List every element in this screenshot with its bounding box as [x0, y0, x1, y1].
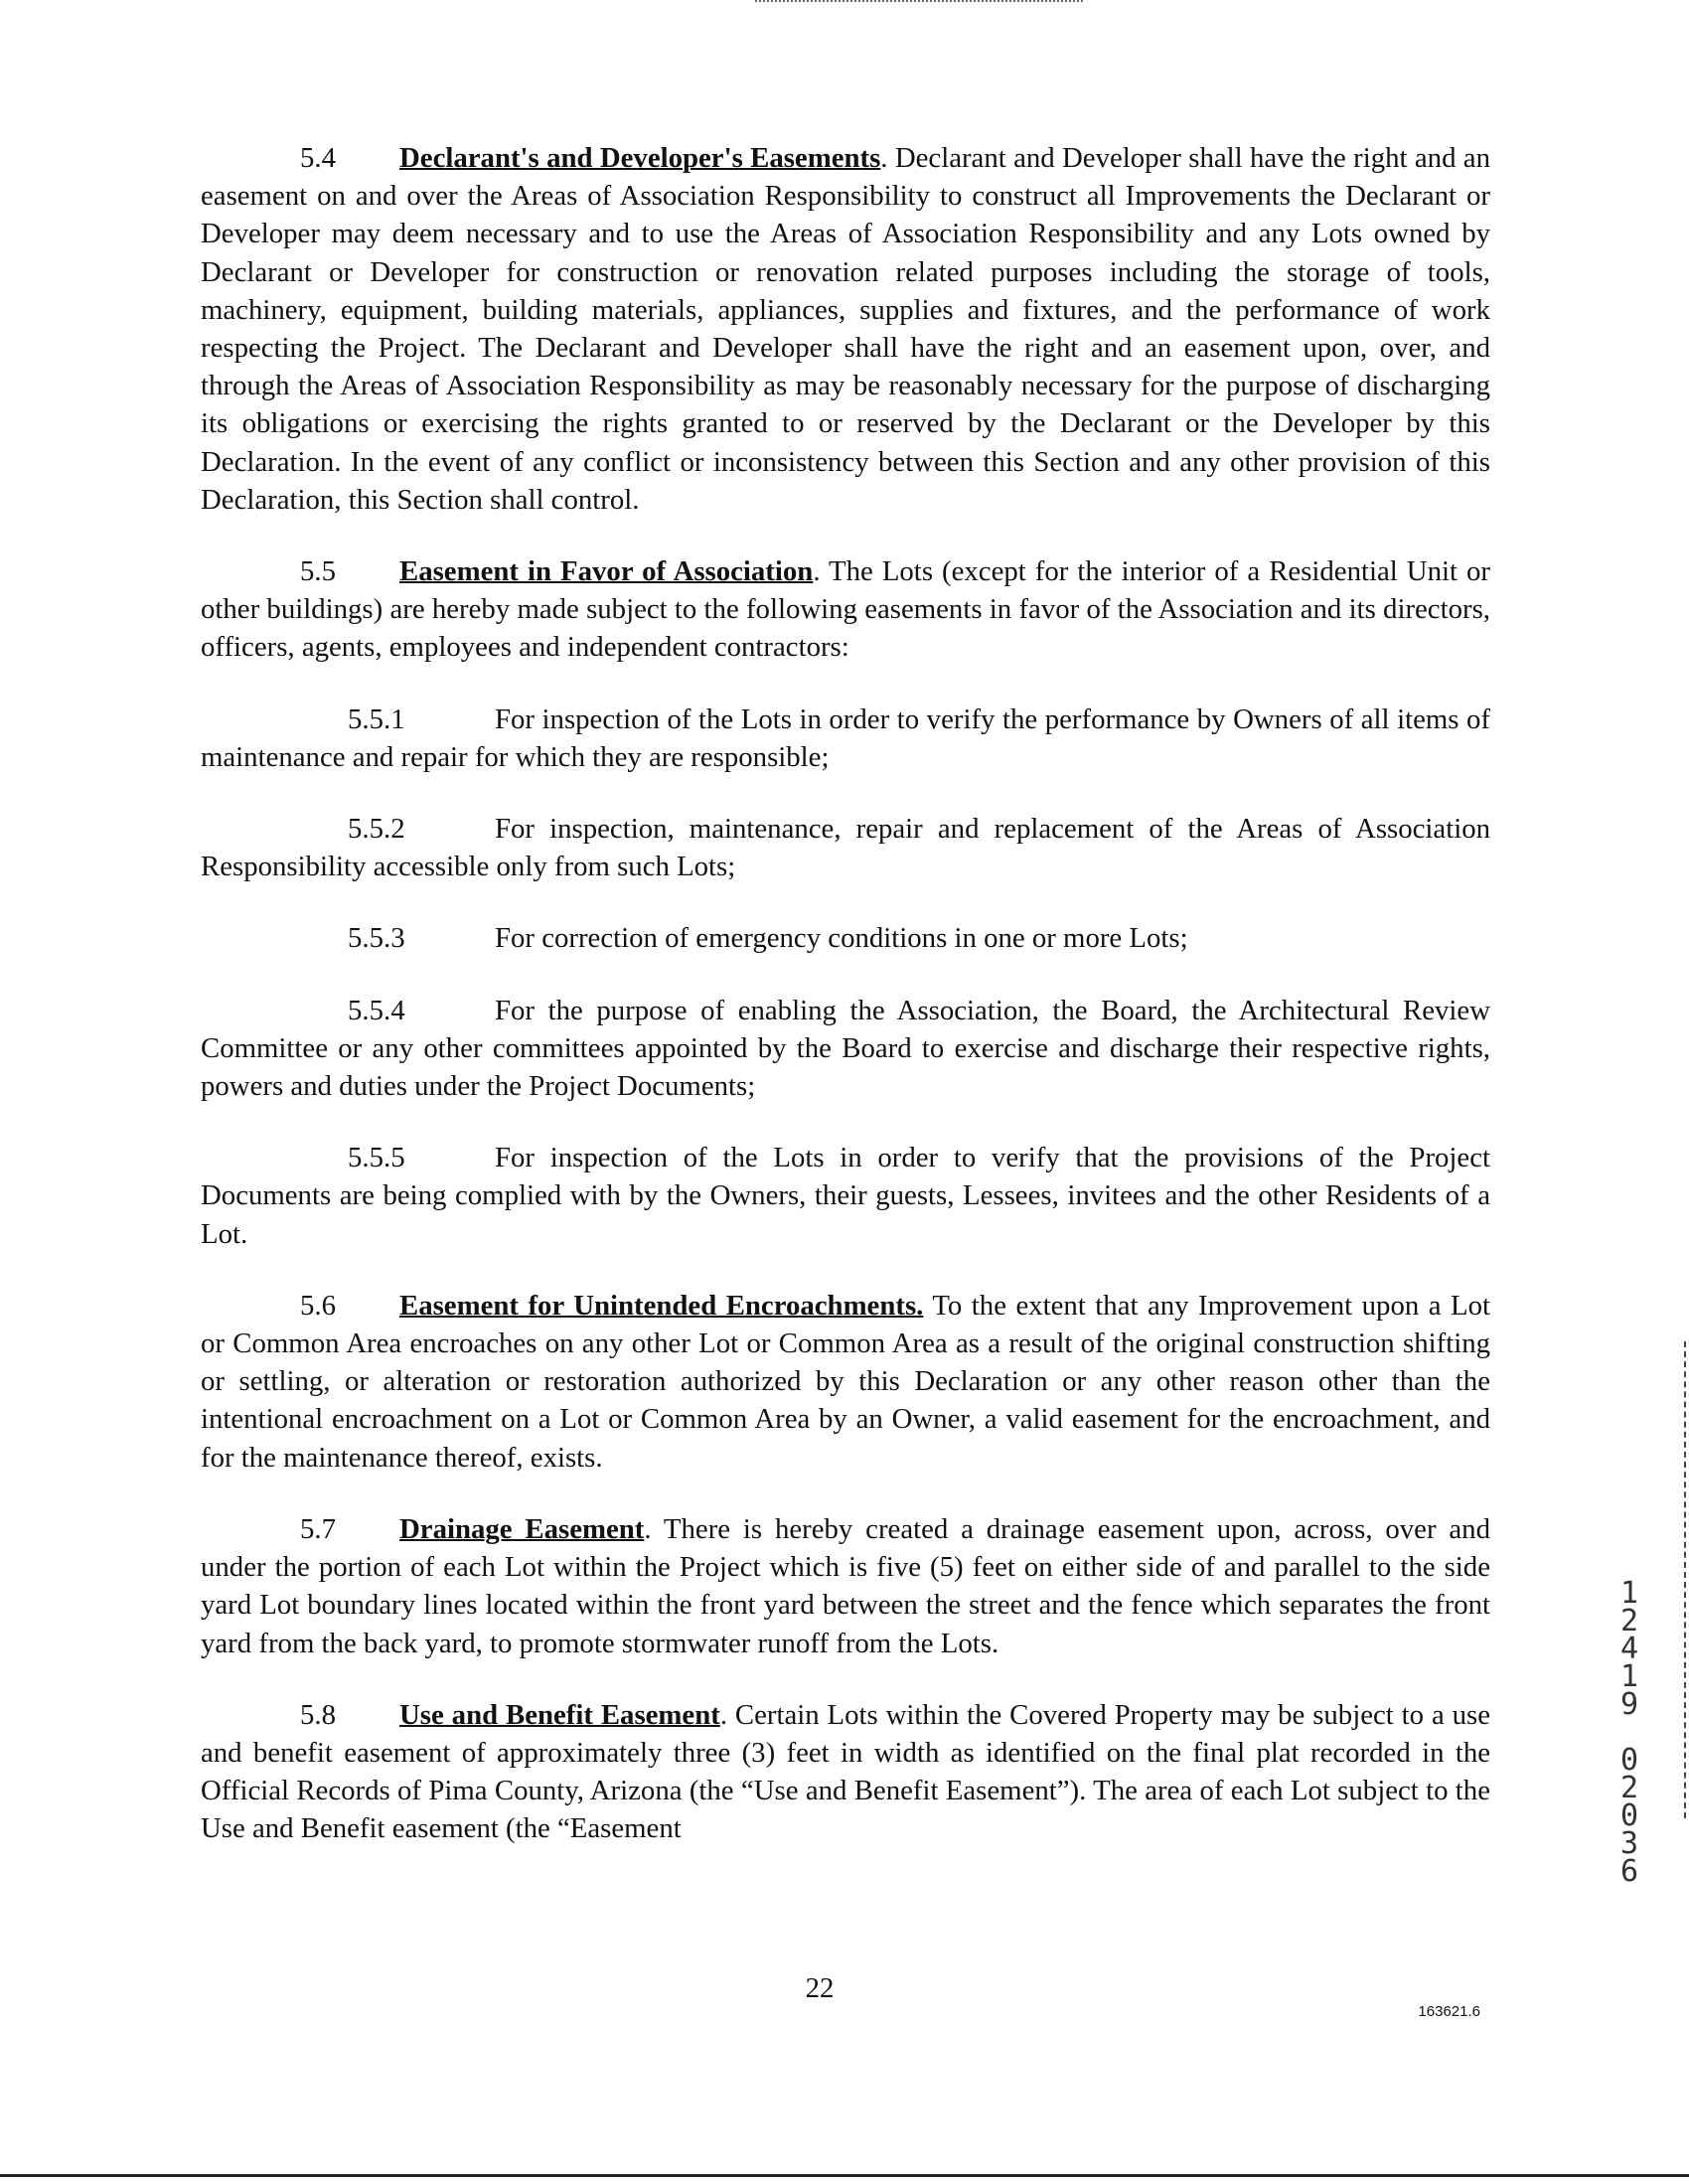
stamp-digit: 1: [1619, 1576, 1639, 1611]
section-heading: Easement in Favor of Association: [399, 555, 814, 588]
stamp-digit: 6: [1619, 1854, 1639, 1889]
subsection-text: For correction of emergency conditions in one or more Lots;: [495, 922, 1188, 955]
subsection-5-5-5: [201, 1139, 1490, 1253]
recording-stamp: [1610, 1576, 1649, 1889]
subsection-text: For the purpose of enabling the Association, the Board, the Architectural Review Committee or any other committees appointed by the Board to exercise and discharge their respective rights, powers and duties under the Project Documents;: [201, 994, 1490, 1103]
section-text: . There is hereby created a drainage easement upon, across, over and under the portion of each Lot within the Project which is five (5) feet on either side of and parallel to the side yard Lot boundary lines located within the front yard between the street and the fence which separates the front yard from the back yard, to promote stormwater runoff from the Lots.: [201, 1512, 1490, 1659]
subsection-5-5-3: [201, 919, 1490, 957]
stamp-digit: 1: [1619, 1659, 1639, 1694]
margin-scan-mark: [1684, 1341, 1686, 1818]
section-heading: Use and Benefit Easement: [399, 1698, 720, 1731]
subsection-number: 5.5.2: [348, 813, 405, 846]
section-5-5: [201, 552, 1490, 667]
stamp-digit: 0: [1619, 1743, 1639, 1778]
stamp-digit: 3: [1619, 1826, 1639, 1861]
subsection-5-5-2: [201, 810, 1490, 885]
top-scan-mark: [755, 0, 1083, 5]
section-text: . Certain Lots within the Covered Property may be subject to a use and benefit easement of approximately three (3) feet in width as identified on the final plat recorded in the Official Records of Pima County, Arizona (the “Use and Benefit Easement”). The area of each Lot subject to the Use and Benefit easement (the “Easement: [201, 1698, 1490, 1845]
section-number: 5.5: [300, 555, 336, 588]
stamp-digit: 4: [1619, 1632, 1639, 1666]
document-body: [201, 139, 1490, 1882]
section-text: . Declarant and Developer shall have the right and an easement on and over the Areas of Association Responsibility to construct all Improvements the Declarant or Developer may deem necessary and to use the Areas of Association Responsibility and any Lots owned by Declarant or Developer for construction or renovation related purposes including the storage of tools, machinery, equipment, building materials, appliances, supplies and fixtures, and the performance of work respecting the Project. The Declarant and Developer shall have the right and an easement upon, over, and through the Areas of Association Responsibility as may be reasonably necessary for the purpose of discharging its obligations or exercising the rights granted to or reserved by the Declarant or the Developer by this Declaration. In the event of any conflict or inconsistency between this Section and any other provision of this Declaration, this Section shall control.: [201, 142, 1490, 516]
stamp-digit: 0: [1619, 1798, 1639, 1833]
section-number: 5.4: [300, 142, 336, 174]
section-number: 5.8: [300, 1698, 336, 1731]
section-number: 5.7: [300, 1512, 336, 1545]
bottom-scan-edge: [0, 2174, 1689, 2177]
section-text: . The Lots (except for the interior of a Residential Unit or other buildings) are hereby made subject to the following easements in favor of the Association and its directors, officers, agents, employees and independent contractors:: [201, 555, 1490, 664]
section-5-4: [201, 139, 1490, 519]
stamp-digit: 9: [1619, 1687, 1639, 1722]
document-id: 163621.6: [1418, 2003, 1480, 2020]
stamp-digit: 2: [1619, 1604, 1639, 1638]
section-text: To the extent that any Improvement upon a Lot or Common Area encroaches on any other Lot or Common Area as a result of the original construction shifting or settling, or alteration or restoration authorized by this Declaration or any other reason other than the intentional encroachment on a Lot or Common Area by an Owner, a valid easement for the encroachment, and for the maintenance thereof, exists.: [201, 1289, 1491, 1474]
subsection-number: 5.5.1: [348, 702, 405, 735]
subsection-number: 5.5.5: [348, 1142, 405, 1174]
subsection-text: For inspection of the Lots in order to verify the performance by Owners of all items of maintenance and repair for which they are responsible;: [201, 702, 1490, 773]
subsection-number: 5.5.4: [348, 994, 405, 1026]
subsection-5-5-1: [201, 701, 1490, 776]
section-5-6: [201, 1287, 1490, 1477]
page-number: 22: [805, 1972, 835, 2004]
subsection-text: For inspection, maintenance, repair and replacement of the Areas of Association Responsibility accessible only from such Lots;: [201, 813, 1490, 883]
section-heading: Easement for Unintended Encroachments.: [399, 1289, 924, 1322]
section-5-7: [201, 1510, 1490, 1662]
section-5-8: [201, 1696, 1490, 1848]
subsection-5-5-4: [201, 992, 1490, 1106]
stamp-digit: 2: [1619, 1771, 1639, 1805]
section-heading: Drainage Easement: [399, 1512, 645, 1545]
subsection-text: For inspection of the Lots in order to verify that the provisions of the Project Documents are being complied with by the Owners, their guests, Lessees, invitees and the other Residents of a Lot.: [201, 1142, 1490, 1250]
subsection-number: 5.5.3: [348, 922, 405, 955]
section-heading: Declarant's and Developer's Easements: [399, 142, 881, 174]
section-number: 5.6: [300, 1289, 336, 1322]
